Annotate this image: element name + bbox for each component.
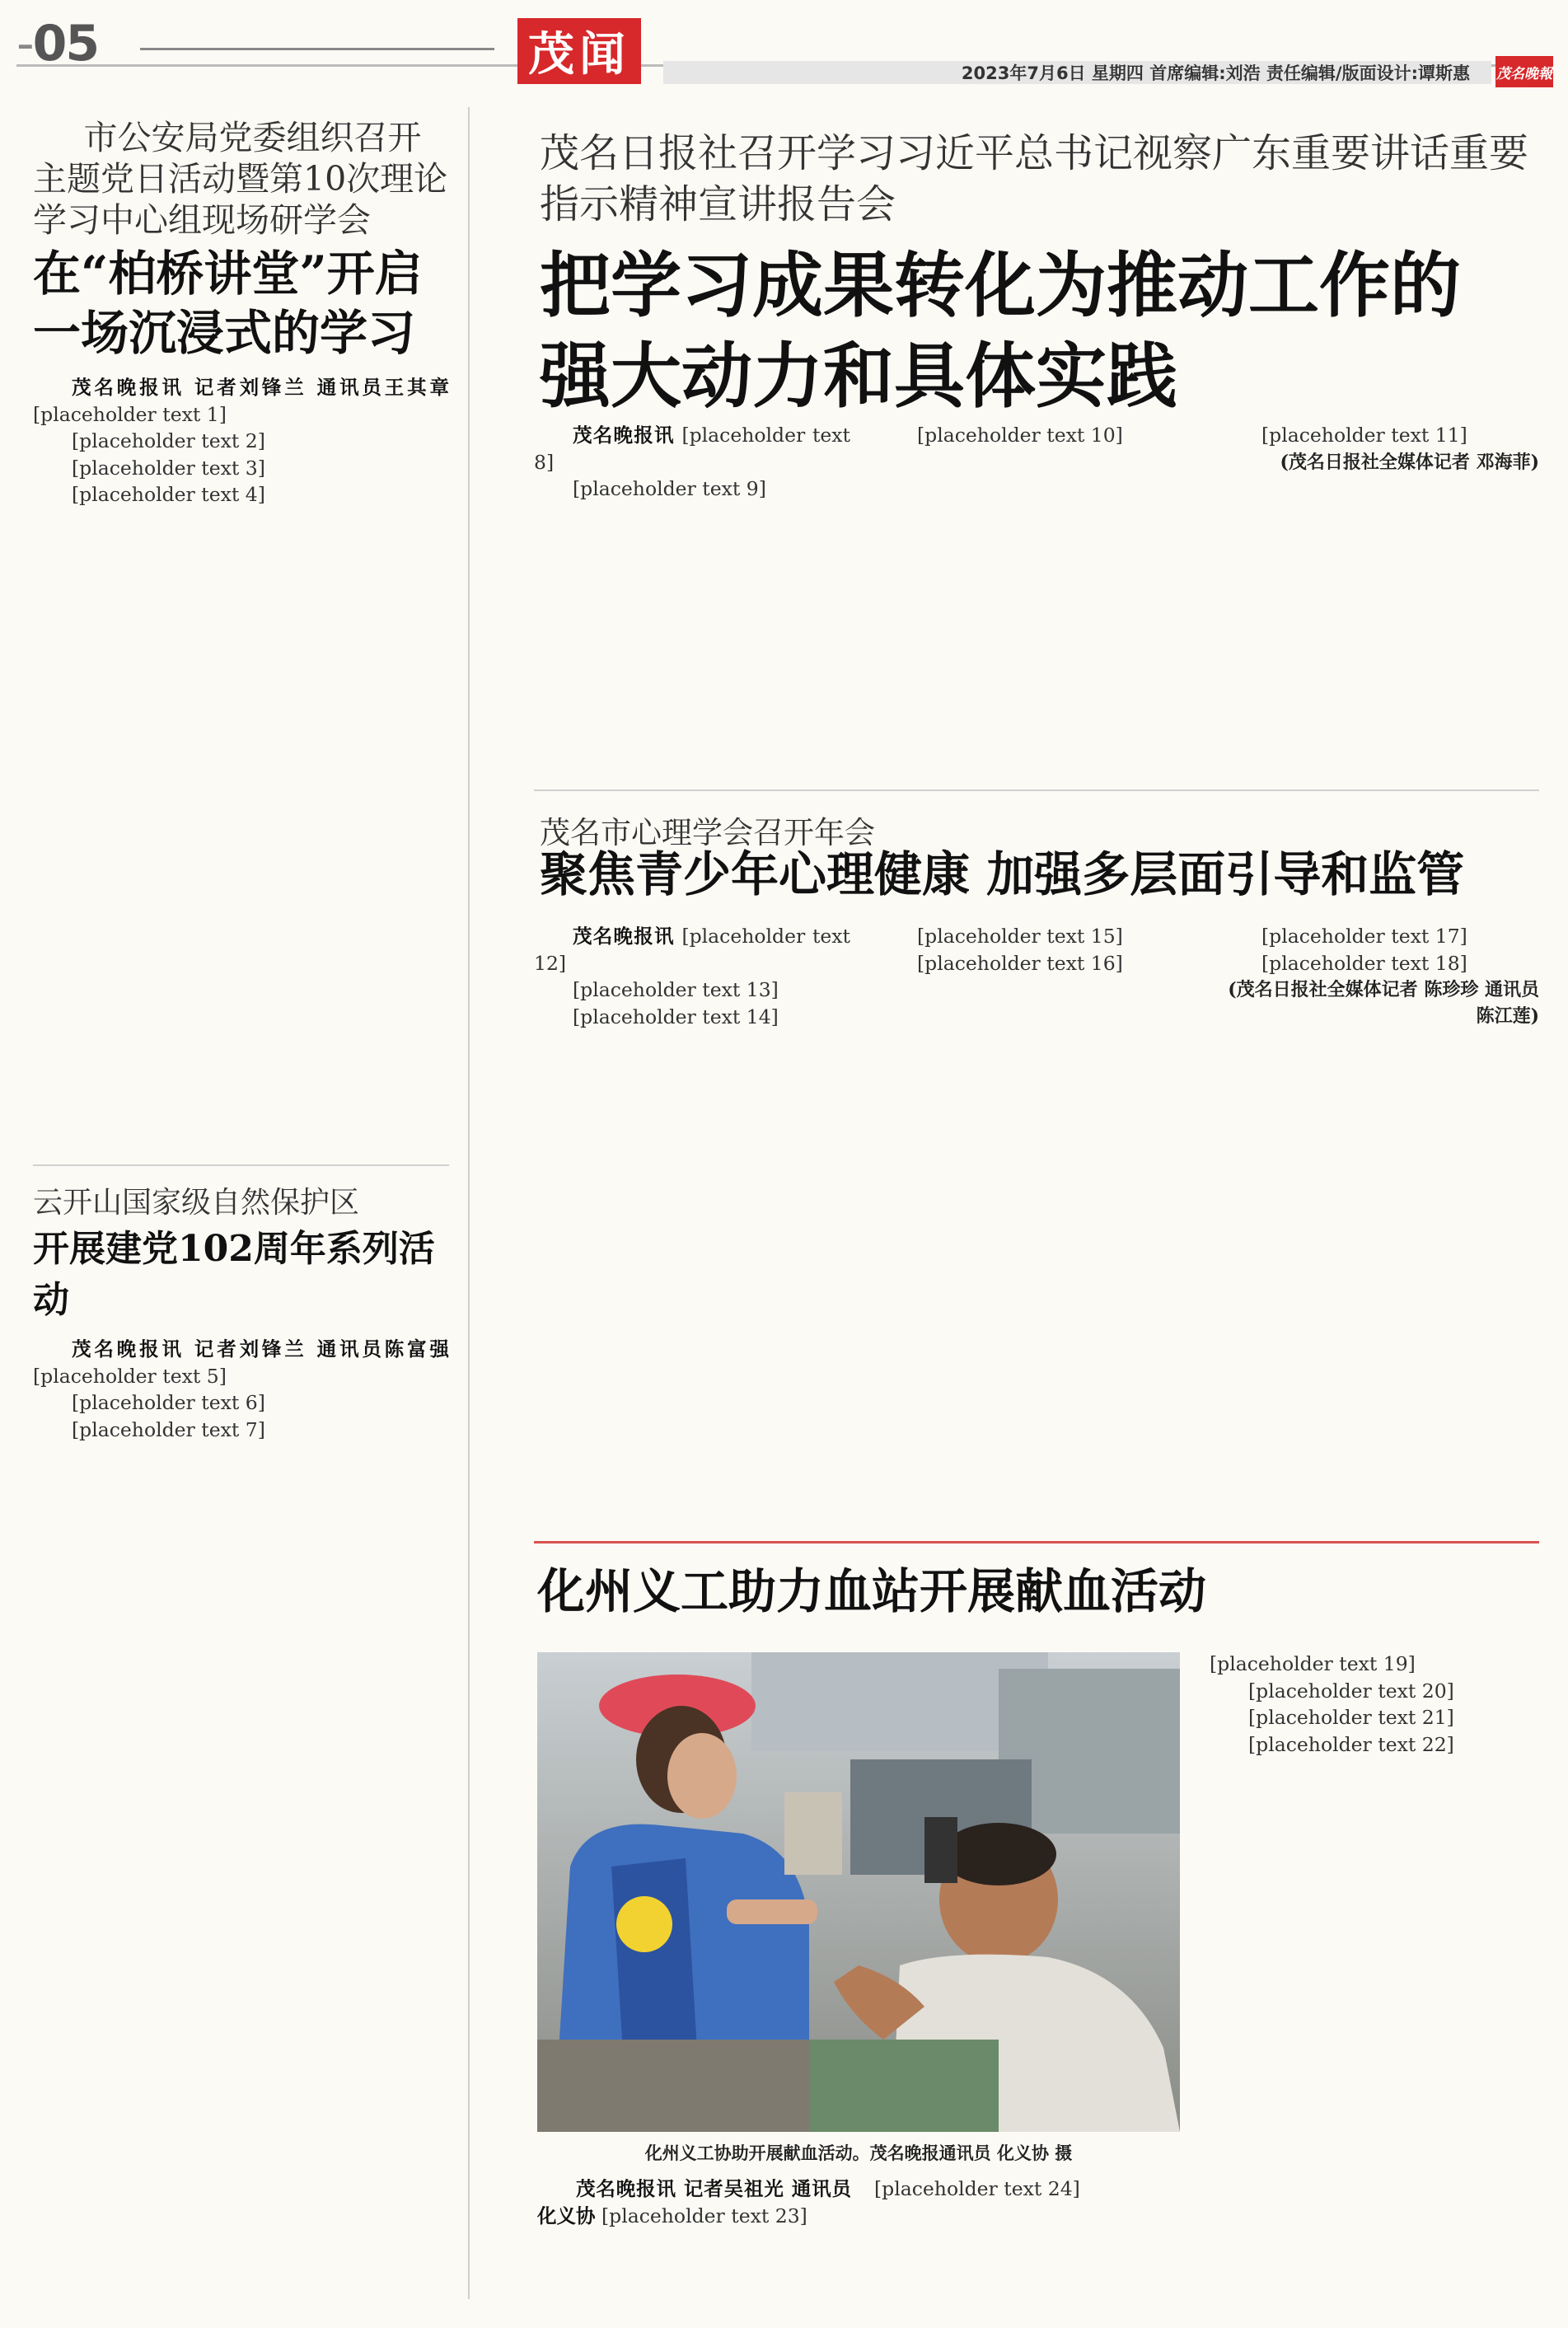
left-story-2 (33, 1183, 449, 1443)
story-headline: 开展建党102周年系列活动 (33, 1228, 435, 1321)
story-kicker: 市公安局党委组织召开主题党日活动暨第10次理论学习中心组现场研学会 (33, 118, 448, 240)
byline: 茂名晚报讯 (573, 424, 675, 447)
story-paragraph: [placeholder text 13] (573, 978, 779, 1001)
section-divider (534, 789, 1539, 791)
text-column (534, 923, 850, 1030)
story-paragraph: [placeholder text 16] (917, 951, 1123, 975)
byline: 茂名晚报讯 (573, 925, 675, 948)
story3-headline: 化州义工助力血站开展献血活动 (537, 1563, 1207, 1619)
story3-right-column (1210, 1651, 1539, 1758)
text-column (878, 422, 1195, 503)
story-paragraph: [placeholder text 17] (1261, 925, 1467, 948)
story2-kicker: 茂名市心理学会召开年会 (540, 815, 875, 850)
story-paragraph: 茂名晚报讯 记者刘锋兰 通讯员王其章 [placeholder text 1] (33, 376, 449, 426)
story-paragraph: [placeholder text 9] (573, 477, 766, 500)
story-credit: (茂名日报社全媒体记者 陈珍珍 通讯员陈江莲) (1228, 979, 1539, 1027)
story-paragraph: [placeholder text 22] (1248, 1732, 1454, 1756)
main-headline: 把学习成果转化为推动工作的强大动力和具体实践 (540, 244, 1461, 418)
story-paragraph: [placeholder text 6] (72, 1391, 265, 1414)
story-paragraph: [placeholder text 2] (72, 429, 265, 452)
page-number: -05 (16, 15, 99, 73)
text-column (878, 923, 1195, 1030)
story-paragraph: 茂名晚报讯 [placeholder text 8] (534, 424, 850, 474)
story2-headline: 聚焦青少年心理健康 加强多层面引导和监管 (540, 846, 1465, 902)
story-headline: 在“柏桥讲堂”开启一场沉浸式的学习 (33, 246, 423, 361)
news-photo (537, 1652, 1180, 2132)
story-paragraph: [placeholder text 11] (1261, 424, 1467, 447)
left-story-1 (33, 117, 449, 508)
text-column (537, 2176, 851, 2229)
story-paragraph: [placeholder text 21] (1248, 1706, 1454, 1729)
story-paragraph: 茂名晚报讯 [placeholder text 12] (534, 925, 850, 975)
byline: 茂名晚报讯 记者刘锋兰 通讯员王其章 (72, 376, 449, 399)
story-paragraph: [placeholder text 19] (1210, 1652, 1416, 1675)
story-kicker: 云开山国家级自然保护区 (33, 1186, 360, 1220)
photo-caption: 化州义工协助开展献血活动。茂名晚报通讯员 化义协 摄 (644, 2143, 1073, 2163)
column-separator (468, 107, 470, 2299)
story-paragraph: [placeholder text 14] (573, 1005, 779, 1028)
story-paragraph: [placeholder text 18] (1261, 951, 1467, 975)
story-paragraph: [placeholder text 15] (917, 925, 1123, 948)
text-column (534, 422, 850, 503)
main-kicker: 茂名日报社召开学习习近平总书记视察广东重要讲话重要指示精神宣讲报告会 (540, 130, 1529, 227)
text-column (1223, 923, 1539, 1030)
main-body (534, 422, 1539, 503)
byline: 茂名晚报讯 记者吴祖光 通讯员化义协 (537, 2177, 851, 2227)
story-paragraph: [placeholder text 10] (917, 424, 1123, 447)
blood-donation-photo (537, 1652, 1180, 2132)
date-bar (663, 61, 1491, 84)
section-badge: 茂闻 (517, 18, 641, 84)
newspaper-logo: 茂名晚報 (1495, 56, 1553, 87)
byline: 茂名晚报讯 记者刘锋兰 通讯员陈富强 (72, 1337, 449, 1361)
story-paragraph: [placeholder text 20] (1248, 1679, 1454, 1703)
section-divider (33, 1164, 449, 1166)
section-divider-red (534, 1541, 1539, 1543)
story-credit: (茂名日报社全媒体记者 邓海菲) (1280, 451, 1539, 473)
story-paragraph: [placeholder text 7] (72, 1417, 265, 1441)
story-paragraph: [placeholder text 3] (72, 456, 265, 480)
story2-body (534, 923, 1539, 1030)
text-column (874, 2176, 1188, 2229)
story3-bottom (537, 2176, 1188, 2229)
date-line: 2023年7月6日 星期四 首席编辑:刘浩 责任编辑/版面设计:谭斯惠 (961, 63, 1470, 83)
story-paragraph: 茂名晚报讯 记者刘锋兰 通讯员陈富强 [placeholder text 5] (33, 1337, 449, 1388)
story-paragraph: [placeholder text 24] (874, 2177, 1080, 2200)
header-left-rule (140, 48, 494, 50)
text-column (1223, 422, 1539, 503)
story-paragraph: 茂名晚报讯 记者吴祖光 通讯员化义协 [placeholder text 23] (537, 2177, 851, 2227)
story-paragraph: [placeholder text 4] (72, 483, 265, 506)
